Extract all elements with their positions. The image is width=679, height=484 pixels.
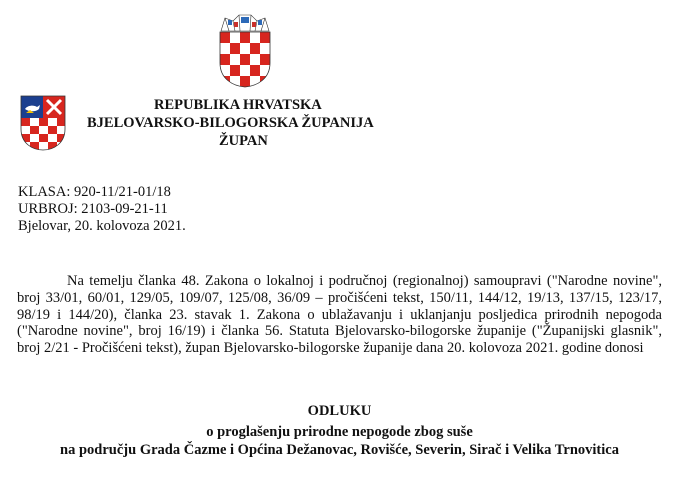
header-line-county: BJELOVARSKO-BILOGORSKA ŽUPANIJA (87, 115, 374, 131)
preamble-text: Na temelju članka 48. Zakona o lokalnoj i područnoj (regionalnoj) samoupravi ("Narodne novine", broj 33/01, 60/01, 129/05, 109/07, 125/08, 36/09 – pročišćeni tekst, 150/11, 144/12, 19/13, 137/15, 123/17, 98/19 i 144/20), članka 23. stavak 1. Zakona o ublažavanju i uklanjanju posljedica prirodnih nepogoda ("Narodne novine", broj 16/19) i članka 56. Statuta Bjelovarsko-bilogorske županije ("Županijski glasnik", broj 2/21 - Pročišćeni tekst), župan Bjelovarsko-bilogorske županije dana 20. kolovoza 2021. godine donosi (17, 273, 662, 357)
decision-title: ODLUKU (307, 403, 372, 419)
preamble-paragraph (17, 273, 662, 357)
decision-subtitle-1: o proglašenju prirodne nepogode zbog suše (206, 424, 473, 440)
place-date-line: Bjelovar, 20. kolovoza 2021. (18, 218, 186, 234)
decision-subtitle-2: na području Grada Čazme i Općina Dežanovac, Rovišće, Severin, Sirač i Velika Trnovitica (60, 442, 619, 458)
county-coat-of-arms-icon (20, 95, 66, 151)
croatian-coat-of-arms-icon (219, 13, 271, 88)
header-line-zupan: ŽUPAN (219, 133, 268, 149)
urbroj-line: URBROJ: 2103-09-21-11 (18, 201, 168, 217)
klasa-line: KLASA: 920-11/21-01/18 (18, 184, 171, 200)
header-line-republic: REPUBLIKA HRVATSKA (154, 97, 322, 113)
